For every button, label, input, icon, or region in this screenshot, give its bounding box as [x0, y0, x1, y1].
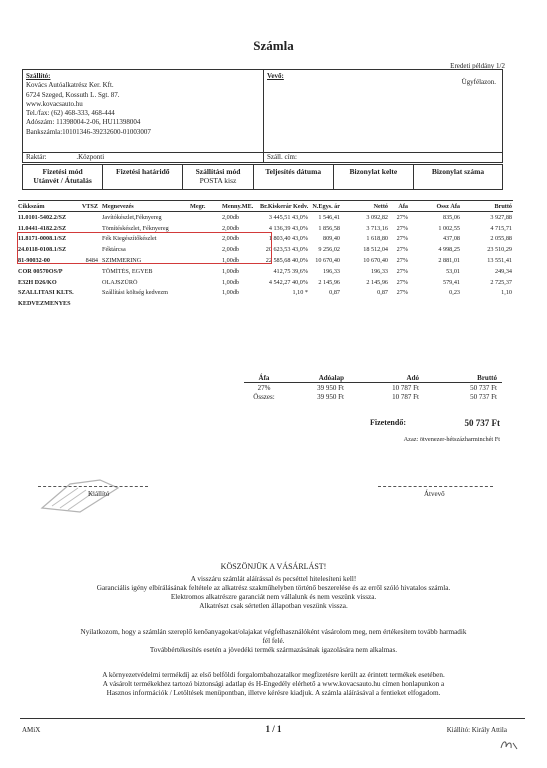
seller-line: Adószám: 11398004-2-06, HU11398004: [26, 118, 141, 127]
table-cell: 2,00db: [222, 246, 240, 254]
table-cell: Fék Kiegészítőkészlet: [102, 235, 157, 243]
table-cell: 1 546,41: [318, 213, 340, 221]
seller-line: Kovács Autóalkatrész Ker. Kft.: [26, 81, 114, 90]
col-header: Bruttó: [494, 202, 512, 210]
table-cell: 27%: [396, 289, 408, 297]
invoice-info-row: [22, 164, 503, 190]
table-cell: 2 881,01: [438, 257, 460, 265]
document-date: [334, 165, 414, 189]
table-cell: 1 856,58: [318, 224, 340, 232]
issuer-name: Kiállító: Király Attila: [446, 726, 507, 734]
table-cell: 3 713,16: [366, 224, 388, 232]
store-value: .Központi: [76, 153, 105, 161]
items-header: [18, 200, 513, 212]
table-cell: 4 136,39 43,0%: [268, 224, 308, 232]
vat-col-header: Adóalap: [318, 373, 344, 382]
table-cell: Tömítéskészlet, Féknyereg: [102, 224, 169, 232]
table-cell: 27%: [396, 278, 408, 286]
table-cell: 10 670,40: [363, 257, 388, 265]
fulfillment-date: [254, 165, 334, 189]
receiver-sign-label: Átvevő: [424, 490, 445, 498]
total-label: Fizetendő:: [370, 418, 406, 427]
table-cell: 1,00db: [222, 267, 240, 275]
table-cell: 22 585,68 40,0%: [265, 257, 308, 265]
col-header: N.Egys. ár: [312, 202, 340, 210]
table-cell: 835,06: [442, 213, 460, 221]
copy-note: Eredeti példány 1/2: [450, 62, 505, 70]
document-number: [414, 165, 502, 189]
info-label: Utánvét / Átutalás: [33, 176, 92, 185]
table-row: [18, 298, 513, 309]
col-header: VTSZ: [81, 202, 98, 210]
info-label: Fizetési mód: [42, 167, 83, 176]
table-cell: 11.0101-5402.2/SZ: [18, 213, 67, 221]
table-cell: 2 145,96: [318, 278, 340, 286]
table-cell: E32H D26/KO: [18, 278, 57, 286]
info-label: Bizonylat kelte: [349, 167, 398, 176]
seller-line: www.kovacsauto.hu: [26, 99, 83, 108]
table-cell: COR 00570OS/P: [18, 267, 63, 275]
table-cell: 2,00db: [222, 224, 240, 232]
table-cell: 1,00db: [222, 278, 240, 286]
footer-line: A környezetvédelmi termékdíj az első belföldi forgalombahozatalkor megfizetésre került az érintett termékek esetében.: [102, 671, 445, 679]
table-cell: 0,23: [449, 289, 460, 297]
info-label: Szállítási mód: [195, 167, 241, 176]
col-header: Össz Áfa: [436, 202, 460, 210]
info-value: POSTA kisz: [199, 176, 237, 185]
thanks-text: KÖSZÖNJÜK A VÁSÁRLÁST!: [220, 562, 327, 571]
seller-box: [22, 69, 264, 163]
table-cell: 196,33: [370, 267, 388, 275]
payment-method: [23, 165, 103, 189]
table-cell: 2,00db: [222, 235, 240, 243]
vat-cell: 50 737 Ft: [470, 383, 497, 392]
table-cell: 2 145,96: [366, 278, 388, 286]
highlight-box: [17, 232, 272, 264]
total-value: 50 737 Ft: [464, 418, 500, 428]
vat-cell: 39 950 Ft: [317, 383, 344, 392]
table-cell: 249,34: [494, 267, 512, 275]
vat-cell: Összes:: [253, 392, 275, 401]
info-label: Teljesítés dátuma: [265, 167, 322, 176]
table-cell: 23 510,29: [487, 246, 512, 254]
buyer-label: Vevő:: [267, 72, 284, 80]
table-cell: Szállítási költség kedvezm: [102, 289, 168, 297]
lubricant-declaration: [20, 628, 527, 655]
shipping-method: [183, 165, 253, 189]
table-cell: 27%: [396, 235, 408, 243]
table-cell: 437,08: [442, 235, 460, 243]
footer-line: Alkatrészt csak sértetlen állapotban veszünk vissza.: [199, 602, 348, 610]
store-label: Raktár:: [26, 153, 47, 161]
table-cell: 3 445,51 43,0%: [268, 213, 308, 221]
table-row: [18, 266, 513, 277]
vat-col-header: Adó: [406, 373, 419, 382]
table-cell: 1,00db: [222, 257, 240, 265]
table-cell: 1,10 *: [292, 289, 308, 297]
table-cell: 10 670,40: [315, 257, 340, 265]
vat-summary: [244, 373, 502, 401]
footer-line: Garanciális igény elbírálásának feltétele az alkatrész szakműhelyben történő beszerelése és az erről szóló hivatalos számla.: [96, 584, 451, 592]
table-cell: 0,87: [329, 289, 340, 297]
seller-line: 6724 Szeged, Kossuth L. Sgt. 87.: [26, 90, 120, 99]
table-cell: 412,75 39,6%: [273, 267, 308, 275]
table-cell: 27%: [396, 246, 408, 254]
table-row: [18, 288, 513, 299]
table-cell: 4 998,25: [438, 246, 460, 254]
vat-cell: 10 787 Ft: [392, 383, 419, 392]
footer-line: A vásárolt termékekhez tartozó biztonsági adatlap és H-Engedély elérhető a www.kovacsauto.hu címen honlapunkon a: [102, 680, 445, 688]
table-cell: 81-90032-00: [18, 257, 50, 265]
footer-line: Elektromos alkatrészre garanciát nem vállalunk és nem veszünk vissza.: [170, 593, 377, 601]
table-cell: OLAJSZŰRŐ: [102, 278, 138, 286]
col-header: Megr.: [190, 202, 206, 210]
vat-total-row: [244, 392, 502, 401]
table-cell: Féktárcsa: [102, 246, 126, 254]
handwritten-mark: [498, 738, 520, 752]
table-cell: 53,01: [446, 267, 460, 275]
table-cell: 27%: [396, 224, 408, 232]
vat-cell: 10 787 Ft: [392, 392, 419, 401]
table-cell: 18 512,04: [363, 246, 388, 254]
table-cell: 196,33: [322, 267, 340, 275]
footer-line: Továbbértékesítés esetén a jövedéki termék származásának igazolására nem alkalmas.: [149, 646, 398, 654]
table-cell: 4 715,71: [490, 224, 512, 232]
software-name: AMiX: [22, 726, 41, 734]
col-header: Nettó: [373, 202, 388, 210]
seller-line: Bankszámla:10101346-39232600-01003007: [26, 127, 151, 136]
seller-line: Tel./fax: (62) 468-333, 468-444: [26, 109, 115, 118]
table-cell: 1,10: [501, 289, 512, 297]
vat-header: [244, 373, 502, 383]
seller-label: Szállító:: [26, 72, 51, 80]
table-cell: 13 551,41: [487, 257, 512, 265]
table-cell: 4 542,27 40,0%: [268, 278, 308, 286]
table-cell: 11.8171-0008.1/SZ: [18, 235, 67, 243]
table-cell: 27%: [396, 213, 408, 221]
table-cell: Javítókészlet,Féknyereg: [102, 213, 162, 221]
footer-line: fél felé.: [262, 637, 285, 645]
table-cell: SZALLITASI KLTS.: [18, 289, 74, 297]
table-cell: 1 002,55: [438, 224, 460, 232]
vat-cell: 50 737 Ft: [470, 392, 497, 401]
table-cell: 11.0441-4182.2/SZ: [18, 224, 67, 232]
footer-line: A visszáru számlát aláírással és pecséttel hitelesíteni kell!: [190, 575, 357, 583]
issuer-sign-line: [38, 486, 148, 487]
vat-row: [244, 383, 502, 392]
col-header: Cikkszám: [18, 202, 45, 210]
table-cell: 579,41: [442, 278, 460, 286]
vat-col-header: Bruttó: [477, 373, 497, 382]
table-cell: 0,87: [377, 289, 388, 297]
col-header: Áfa: [398, 202, 408, 210]
customer-id: Ügyfélazon.: [461, 78, 496, 86]
table-cell: KEDVEZMENYES: [18, 300, 71, 308]
page-number: 1 / 1: [265, 724, 282, 734]
footer-line: Nyilatkozom, hogy a számlán szereplő kenőanyagokat/olajakat végfelhasználóként vásárolom meg, nem értékesítem tovább harmadik: [80, 628, 467, 636]
receiver-sign-line: [378, 486, 493, 487]
vat-cell: 39 950 Ft: [317, 392, 344, 401]
page-title: Számla: [253, 38, 294, 53]
table-cell: 27%: [396, 267, 408, 275]
table-cell: 2 725,37: [490, 278, 512, 286]
table-cell: 27%: [396, 257, 408, 265]
table-row: [18, 212, 513, 223]
info-label: Fizetési határidő: [115, 167, 170, 176]
col-header: Megnevezés: [102, 202, 134, 210]
table-cell: TÖMÍTÉS, EGYEB: [102, 267, 153, 275]
payment-deadline: [103, 165, 183, 189]
table-cell: 2,00db: [222, 213, 240, 221]
table-cell: 3 092,82: [366, 213, 388, 221]
table-cell: 1 803,40 43,0%: [268, 235, 308, 243]
table-cell: 1 618,80: [366, 235, 388, 243]
vat-cell: 27%: [257, 383, 271, 392]
col-header: Menny.ME.: [222, 202, 254, 210]
table-cell: 8484: [85, 257, 98, 265]
table-cell: 24.0118-0108.1/SZ: [18, 246, 67, 254]
table-row: [18, 277, 513, 288]
table-cell: 1,00db: [222, 289, 240, 297]
table-cell: 3 927,88: [490, 213, 512, 221]
footer-divider: [20, 718, 525, 719]
table-cell: 9 256,02: [318, 246, 340, 254]
issuer-sign-label: Kiállító: [88, 490, 110, 498]
total-in-words: Azaz: ötvenezer-hétszázharminchét Ft: [403, 436, 500, 443]
environmental-note: [20, 671, 527, 698]
table-cell: 809,40: [322, 235, 340, 243]
return-policy: [20, 575, 527, 611]
col-header: Br.Kiskerár Kedv.: [260, 202, 308, 210]
footer-line: Hasznos információk / Letöltések menüpontban, illetve kérésre kiadjuk. A számla aláírásával a fentieket elfogadom.: [106, 689, 441, 697]
table-cell: 20 623,53 43,0%: [265, 246, 308, 254]
buyer-box: [264, 69, 503, 163]
vat-col-header: Áfa: [258, 373, 270, 382]
table-cell: SZIMMERING: [102, 257, 142, 265]
store-row: [23, 152, 263, 162]
info-label: Bizonylat száma: [431, 167, 485, 176]
ship-address-label: Száll. cím:: [264, 152, 502, 162]
table-cell: 2 055,88: [490, 235, 512, 243]
